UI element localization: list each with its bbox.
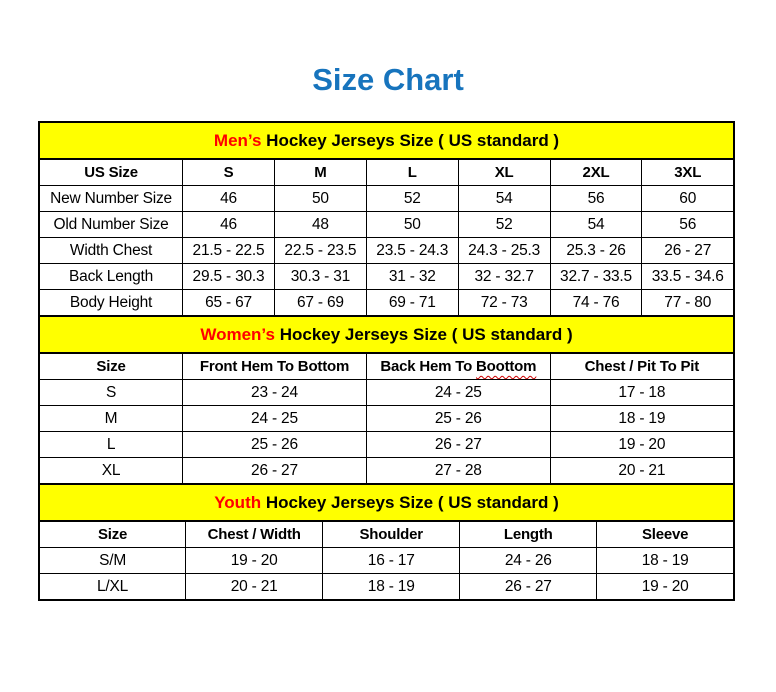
size-value-cell: 26 - 27	[642, 238, 734, 264]
size-value-cell: 33.5 - 34.6	[642, 264, 734, 290]
youth-title-text: Hockey Jerseys Size ( US standard )	[261, 492, 559, 512]
size-value-cell: 56	[642, 212, 734, 238]
size-value-cell: 26 - 27	[183, 458, 367, 485]
mens-section-title	[39, 122, 734, 159]
table-row	[39, 432, 734, 458]
mens-section-band	[39, 122, 734, 159]
row-label: L	[39, 432, 183, 458]
mens-col-header: 2XL	[550, 159, 642, 186]
mens-title-text: Hockey Jerseys Size ( US standard )	[261, 130, 560, 150]
size-value-cell: 32.7 - 33.5	[550, 264, 642, 290]
size-value-cell: 77 - 80	[642, 290, 734, 317]
row-label: XL	[39, 458, 183, 485]
size-value-cell: 72 - 73	[458, 290, 550, 317]
youth-col-header: Length	[460, 521, 597, 548]
size-value-cell: 16 - 17	[323, 548, 460, 574]
size-value-cell: 54	[458, 186, 550, 212]
size-value-cell: 30.3 - 31	[274, 264, 366, 290]
size-value-cell: 18 - 19	[550, 406, 734, 432]
womens-col-header	[366, 353, 550, 380]
row-label: Body Height	[39, 290, 183, 317]
youth-col-header: Shoulder	[323, 521, 460, 548]
womens-col-header: Size	[39, 353, 183, 380]
size-value-cell: 24 - 25	[366, 380, 550, 406]
mens-col-header: 3XL	[642, 159, 734, 186]
size-value-cell: 69 - 71	[366, 290, 458, 317]
size-value-cell: 19 - 20	[186, 548, 323, 574]
womens-col-header: Chest / Pit To Pit	[550, 353, 734, 380]
mens-size-table	[38, 121, 735, 317]
table-row	[39, 264, 734, 290]
womens-section-title	[39, 316, 734, 353]
size-value-cell: 23 - 24	[183, 380, 367, 406]
size-value-cell: 54	[550, 212, 642, 238]
table-row	[39, 290, 734, 317]
youth-size-table	[38, 483, 735, 601]
womens-header-row	[39, 353, 734, 380]
youth-highlight-text: Youth	[214, 492, 262, 512]
mens-col-header: S	[183, 159, 275, 186]
size-value-cell: 19 - 20	[597, 574, 734, 601]
size-value-cell: 26 - 27	[366, 432, 550, 458]
youth-section-band	[39, 484, 734, 521]
size-value-cell: 24.3 - 25.3	[458, 238, 550, 264]
row-label: S	[39, 380, 183, 406]
size-value-cell: 60	[642, 186, 734, 212]
size-value-cell: 19 - 20	[550, 432, 734, 458]
mens-header-row	[39, 159, 734, 186]
size-value-cell: 67 - 69	[274, 290, 366, 317]
size-value-cell: 23.5 - 24.3	[366, 238, 458, 264]
size-value-cell: 31 - 32	[366, 264, 458, 290]
table-row	[39, 380, 734, 406]
size-value-cell: 46	[183, 212, 275, 238]
row-label: Back Length	[39, 264, 183, 290]
row-label: L/XL	[39, 574, 186, 601]
size-value-cell: 27 - 28	[366, 458, 550, 485]
size-value-cell: 25.3 - 26	[550, 238, 642, 264]
size-chart-tables	[38, 121, 735, 601]
table-row	[39, 548, 734, 574]
table-row	[39, 212, 734, 238]
size-value-cell: 18 - 19	[323, 574, 460, 601]
mens-col-header: US Size	[39, 159, 183, 186]
misspelled-word-squiggle: Boottom	[476, 358, 537, 375]
size-value-cell: 25 - 26	[183, 432, 367, 458]
row-label: New Number Size	[39, 186, 183, 212]
size-value-cell: 65 - 67	[183, 290, 275, 317]
size-value-cell: 46	[183, 186, 275, 212]
table-row	[39, 406, 734, 432]
size-value-cell: 18 - 19	[597, 548, 734, 574]
mens-col-header: L	[366, 159, 458, 186]
size-value-cell: 32 - 32.7	[458, 264, 550, 290]
womens-size-table	[38, 315, 735, 485]
mens-col-header: XL	[458, 159, 550, 186]
youth-col-header: Chest / Width	[186, 521, 323, 548]
youth-header-row	[39, 521, 734, 548]
size-value-cell: 50	[366, 212, 458, 238]
youth-col-header: Size	[39, 521, 186, 548]
size-value-cell: 17 - 18	[550, 380, 734, 406]
size-value-cell: 48	[274, 212, 366, 238]
size-value-cell: 24 - 25	[183, 406, 367, 432]
page-title: Size Chart	[312, 62, 464, 97]
size-value-cell: 21.5 - 22.5	[183, 238, 275, 264]
womens-section-band	[39, 316, 734, 353]
mens-highlight-text: Men’s	[213, 130, 262, 150]
row-label: M	[39, 406, 183, 432]
table-row	[39, 574, 734, 601]
table-row	[39, 458, 734, 485]
size-value-cell: 22.5 - 23.5	[274, 238, 366, 264]
size-value-cell: 26 - 27	[460, 574, 597, 601]
row-label: S/M	[39, 548, 186, 574]
youth-section-title	[39, 484, 734, 521]
size-value-cell: 25 - 26	[366, 406, 550, 432]
size-value-cell: 56	[550, 186, 642, 212]
table-row	[39, 238, 734, 264]
womens-title-text: Hockey Jerseys Size ( US standard )	[274, 324, 573, 344]
table-row	[39, 186, 734, 212]
row-label: Old Number Size	[39, 212, 183, 238]
row-label: Width Chest	[39, 238, 183, 264]
size-value-cell: 52	[458, 212, 550, 238]
size-value-cell: 29.5 - 30.3	[183, 264, 275, 290]
size-value-cell: 20 - 21	[550, 458, 734, 485]
youth-col-header: Sleeve	[597, 521, 734, 548]
size-value-cell: 20 - 21	[186, 574, 323, 601]
size-value-cell: 24 - 26	[460, 548, 597, 574]
womens-col-header: Front Hem To Bottom	[183, 353, 367, 380]
womens-highlight-text: Women’s	[200, 324, 275, 344]
size-value-cell: 50	[274, 186, 366, 212]
size-value-cell: 52	[366, 186, 458, 212]
mens-col-header: M	[274, 159, 366, 186]
back-hem-prefix: Back Hem To	[380, 358, 477, 375]
size-value-cell: 74 - 76	[550, 290, 642, 317]
